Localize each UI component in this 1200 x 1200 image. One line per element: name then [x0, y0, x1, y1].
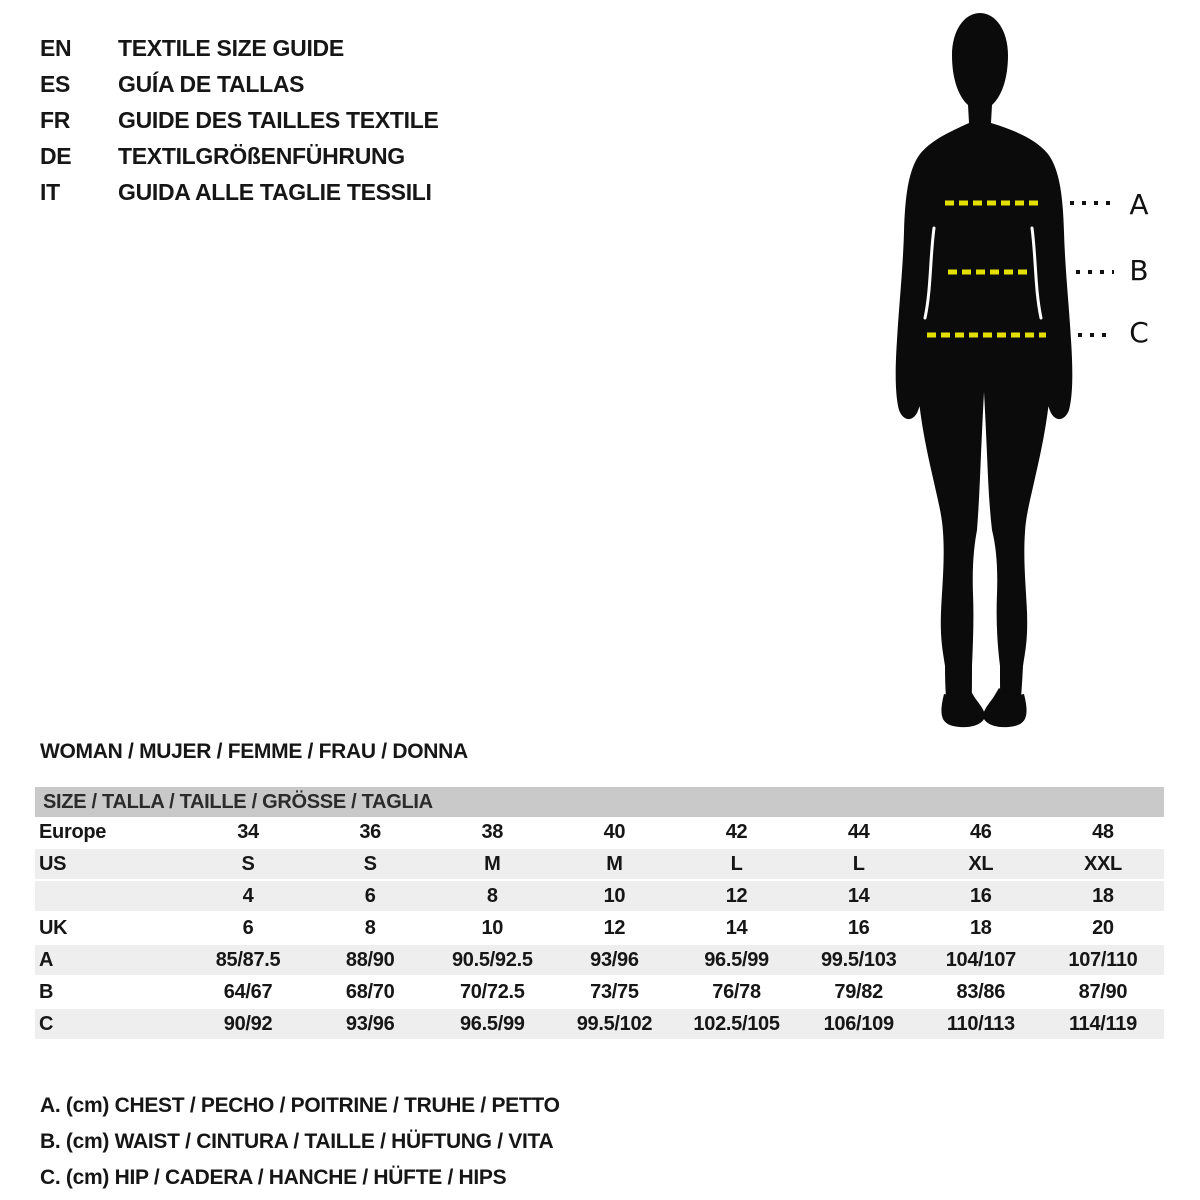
table-cell: 18: [1092, 885, 1114, 907]
measure-marker-label: B: [1129, 254, 1149, 287]
language-row: [40, 138, 439, 174]
language-code: IT: [40, 179, 60, 205]
table-cell: 6: [364, 885, 376, 907]
table-cell: 83/86: [956, 981, 1006, 1003]
woman-silhouette-figure: [880, 0, 1120, 740]
language-code: DE: [40, 143, 72, 169]
table-cell: 34: [237, 821, 259, 843]
table-cell: 88/90: [345, 949, 395, 971]
table-cell: L: [852, 853, 865, 875]
table-cell: 85/87.5: [215, 949, 281, 971]
table-row: [35, 945, 1164, 977]
table-row-label: Europe: [39, 821, 107, 843]
table-row-label: US: [39, 853, 67, 875]
table-cell: 8: [364, 917, 376, 939]
woman-body-shape: [896, 13, 1073, 713]
table-cell: 18: [969, 917, 992, 939]
table-cell: 20: [1092, 917, 1114, 939]
table-cell: 12: [603, 917, 626, 939]
language-code: EN: [40, 35, 72, 61]
language-code: FR: [40, 107, 71, 133]
table-cell: 99.5/103: [820, 949, 897, 971]
table-cell: 87/90: [1078, 981, 1128, 1003]
table-cell: 44: [847, 821, 870, 843]
language-row: [40, 66, 439, 102]
table-cell: 93/96: [345, 1013, 395, 1035]
table-cell: 16: [969, 885, 992, 907]
language-list: [40, 30, 439, 210]
language-row: [40, 30, 439, 66]
table-cell: 36: [359, 821, 382, 843]
table-cell: 46: [969, 821, 992, 843]
section-title: WOMAN / MUJER / FEMME / FRAU / DONNA: [40, 740, 468, 763]
table-cell: 8: [486, 885, 498, 907]
table-cell: 14: [725, 917, 748, 939]
table-row: [35, 849, 1164, 881]
table-cell: 114/119: [1068, 1013, 1137, 1035]
table-row-label: A: [39, 949, 54, 971]
size-table: [35, 787, 1164, 1041]
language-title: GUIDE DES TAILLES TEXTILE: [118, 107, 439, 133]
table-cell: 102.5/105: [693, 1013, 780, 1035]
table-cell: XL: [968, 853, 994, 875]
table-cell: 4: [242, 885, 254, 907]
language-row: [40, 102, 439, 138]
table-row: [35, 913, 1164, 945]
table-cell: 16: [847, 917, 870, 939]
table-cell: 93/96: [590, 949, 639, 971]
table-cell: 70/72.5: [459, 981, 525, 1003]
table-cell: 99.5/102: [576, 1013, 653, 1035]
size-table-header: SIZE / TALLA / TAILLE / GRÖSSE / TAGLIA: [35, 787, 1164, 817]
table-cell: 12: [725, 885, 748, 907]
table-cell: 96.5/99: [704, 949, 769, 971]
language-title: TEXTILE SIZE GUIDE: [118, 35, 344, 61]
measure-marker-label: C: [1129, 316, 1149, 349]
table-cell: 10: [603, 885, 626, 907]
table-cell: 106/109: [823, 1013, 894, 1035]
table-cell: 76/78: [712, 981, 761, 1003]
table-row: [35, 881, 1164, 913]
table-cell: 104/107: [945, 949, 1016, 971]
table-cell: 68/70: [345, 981, 395, 1003]
table-row-label: B: [39, 981, 54, 1003]
table-cell: 110/113: [946, 1013, 1015, 1035]
measure-marker-label: A: [1129, 188, 1149, 221]
table-row-label: C: [39, 1013, 54, 1035]
table-cell: S: [363, 853, 377, 875]
table-cell: 64/67: [223, 981, 273, 1003]
table-cell: 90/92: [223, 1013, 273, 1035]
table-cell: 10: [481, 917, 504, 939]
language-code: ES: [40, 71, 71, 97]
measurement-legend: [40, 1088, 560, 1196]
woman-silhouette-svg: [880, 0, 1120, 740]
table-cell: M: [606, 853, 623, 875]
table-cell: 48: [1092, 821, 1114, 843]
table-cell: 96.5/99: [459, 1013, 525, 1035]
legend-line: B. (cm) WAIST / CINTURA / TAILLE / HÜFTUNG / VITA: [40, 1130, 554, 1153]
table-cell: XXL: [1083, 853, 1122, 875]
table-cell: 73/75: [590, 981, 639, 1003]
language-title: GUÍA DE TALLAS: [118, 71, 305, 97]
table-cell: 6: [242, 917, 254, 939]
table-row: [35, 817, 1164, 849]
table-cell: L: [730, 853, 743, 875]
language-row: [40, 174, 439, 210]
table-row: [35, 977, 1164, 1009]
table-cell: 107/110: [1068, 949, 1138, 971]
table-cell: M: [484, 853, 501, 875]
table-cell: S: [241, 853, 255, 875]
language-title: TEXTILGRÖßENFÜHRUNG: [118, 143, 405, 169]
size-table-body: [35, 817, 1164, 1041]
table-row-label: UK: [39, 917, 68, 939]
legend-line: A. (cm) CHEST / PECHO / POITRINE / TRUHE / PETTO: [40, 1094, 560, 1117]
language-title: GUIDA ALLE TAGLIE TESSILI: [118, 179, 432, 205]
table-cell: 38: [481, 821, 504, 843]
table-cell: 40: [603, 821, 626, 843]
table-cell: 90.5/92.5: [451, 949, 533, 971]
table-row-label: [35, 881, 187, 911]
legend-line: C. (cm) HIP / CADERA / HANCHE / HÜFTE / HIPS: [40, 1166, 507, 1189]
table-cell: 79/82: [834, 981, 883, 1003]
table-row: [35, 1009, 1164, 1041]
table-cell: 14: [847, 885, 870, 907]
table-cell: 42: [725, 821, 748, 843]
